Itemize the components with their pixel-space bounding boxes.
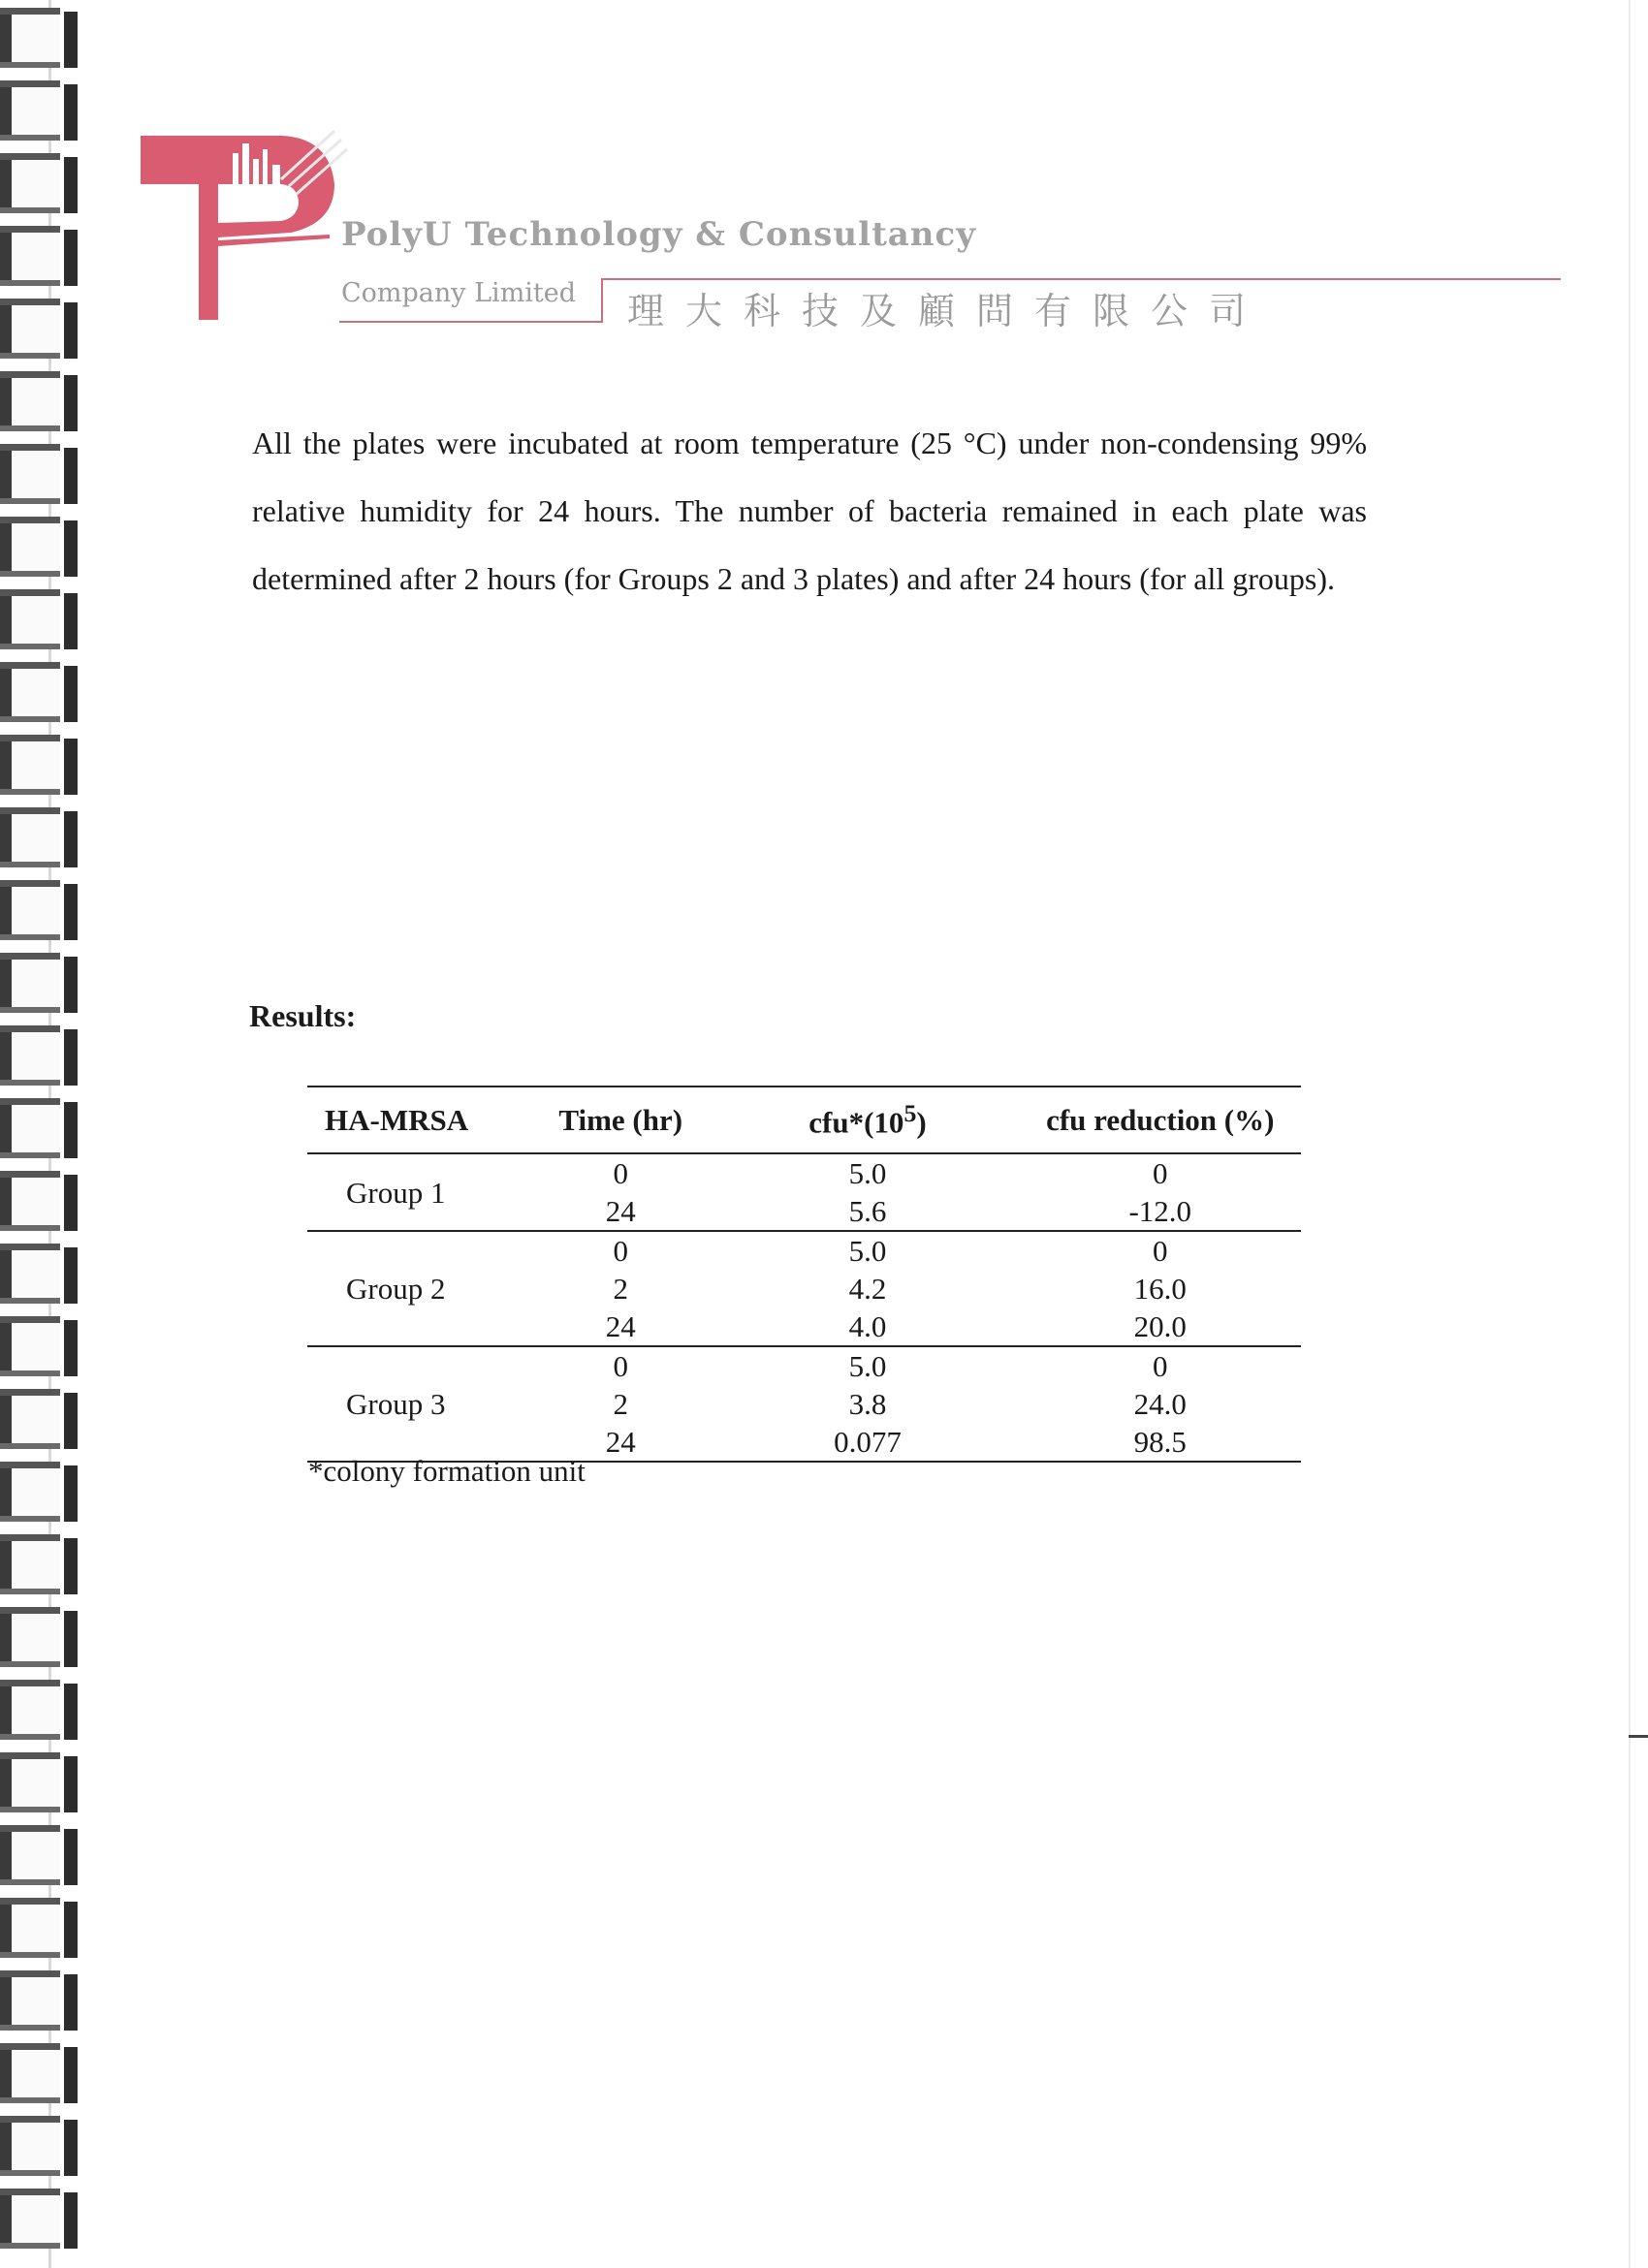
time-cell: 0 xyxy=(613,1349,628,1383)
binding-coil-part xyxy=(0,1734,60,1740)
binding-coil-part xyxy=(64,739,78,795)
binding-coil-part xyxy=(0,1952,60,1958)
results-heading: Results: xyxy=(249,998,357,1033)
binding-coil-part xyxy=(0,517,12,577)
binding-coil-part xyxy=(12,160,60,207)
binding-coil-part xyxy=(0,1244,60,1250)
binding-coil-part xyxy=(0,1171,60,1178)
time-cell: 2 xyxy=(613,1387,628,1421)
reduction-cell: 24.0 xyxy=(1133,1387,1187,1421)
binding-coil-part xyxy=(0,862,60,867)
binding-coil-part xyxy=(0,589,12,649)
page-edge-mark xyxy=(1629,1735,1648,1738)
binding-coil-part xyxy=(0,880,12,940)
binding-coil xyxy=(0,2108,87,2181)
binding-coil-part xyxy=(0,62,60,68)
page-edge-shadow xyxy=(1629,0,1631,2268)
binding-coil-part xyxy=(0,1025,12,1086)
group-label: Group 2 xyxy=(346,1272,446,1306)
binding-coil-part xyxy=(12,15,60,62)
binding-coil-part xyxy=(0,880,60,887)
intro-paragraph: All the plates were incubated at room temperature (25 °C) under non-condensing 99% relative humidity for 24 hours. The number of bacteria remained in each plate was determined after 2 hours (for Groups 2 and 3 plates) and after 24 hours (for all groups). xyxy=(252,425,1367,596)
binding-coil-part xyxy=(12,1977,60,2025)
binding-coil-part xyxy=(0,662,12,722)
binding-coil-part xyxy=(12,1541,60,1589)
binding-coil xyxy=(0,2181,87,2253)
binding-coil-part xyxy=(0,934,60,940)
binding-coil-part xyxy=(12,887,60,934)
binding-coil-part xyxy=(0,299,12,359)
binding-coil-part xyxy=(0,2243,60,2249)
table-row xyxy=(307,1346,1301,1385)
binding-coil-part xyxy=(0,1898,60,1905)
header-underline-left xyxy=(339,321,601,323)
binding-coil-part xyxy=(0,80,12,141)
binding-coil-part xyxy=(64,230,78,286)
binding-coil-part xyxy=(64,1829,78,1885)
binding-coil-part xyxy=(0,716,60,722)
binding-coil-part xyxy=(0,1607,12,1667)
binding-coil-part xyxy=(0,1680,12,1740)
binding-coil-part xyxy=(0,8,60,15)
binding-coil-part xyxy=(64,1320,78,1376)
binding-coil-part xyxy=(12,669,60,716)
binding-coil-part xyxy=(0,1825,12,1885)
binding-coil-part xyxy=(0,425,60,431)
binding-coil-part xyxy=(0,807,12,867)
binding-coil xyxy=(0,1672,87,1745)
binding-coil xyxy=(0,1454,87,1527)
binding-coil-part xyxy=(0,589,60,596)
header-cfu-prefix: cfu*(10 xyxy=(808,1105,904,1140)
binding-coil-part xyxy=(0,1607,60,1614)
binding-coil xyxy=(0,0,87,73)
binding-coil-part xyxy=(64,12,78,68)
binding-coil-part xyxy=(64,1175,78,1231)
binding-coil-part xyxy=(0,1534,60,1541)
binding-coil-part xyxy=(64,1974,78,2031)
binding-coil-part xyxy=(0,2043,60,2050)
results-table xyxy=(307,1086,1301,1463)
binding-coil-part xyxy=(0,662,60,669)
binding-coil-part xyxy=(0,571,60,577)
header-row xyxy=(307,1087,1301,1153)
cfu-cell: 4.0 xyxy=(848,1309,887,1343)
cfu-cell: 5.0 xyxy=(848,1349,887,1383)
binding-coil-part xyxy=(0,226,12,286)
binding-coil-part xyxy=(0,135,60,141)
binding-coil-part xyxy=(64,811,78,867)
binding-coil-part xyxy=(0,1316,60,1323)
binding-coil xyxy=(0,1090,87,1163)
binding-coil xyxy=(0,73,87,145)
binding-coil-part xyxy=(64,157,78,213)
header-time: Time (hr) xyxy=(525,1087,715,1153)
time-cell: 2 xyxy=(613,1272,628,1306)
binding-coil-part xyxy=(0,1970,12,2031)
binding-coil-part xyxy=(64,1756,78,1812)
binding-coil xyxy=(0,363,87,436)
binding-coil xyxy=(0,2035,87,2108)
binding-coil-part xyxy=(0,1752,12,1812)
binding-coil-part xyxy=(0,444,60,451)
cfu-cell: 5.0 xyxy=(848,1234,887,1268)
binding-coil-part xyxy=(12,1905,60,1952)
binding-coil-part xyxy=(0,735,12,795)
binding-coil xyxy=(0,1527,87,1599)
binding-coil-part xyxy=(0,789,60,795)
cfu-cell: 0.077 xyxy=(834,1425,902,1459)
binding-coil-part xyxy=(12,2050,60,2097)
header-cfu xyxy=(715,1087,1019,1153)
binding-coil-part xyxy=(0,1898,12,1958)
binding-coil-part xyxy=(0,1443,60,1449)
binding-coil-part xyxy=(0,1516,60,1522)
binding-coil xyxy=(0,1599,87,1672)
binding-coil-part xyxy=(0,1171,12,1231)
binding-coil xyxy=(0,945,87,1018)
binding-coil-part xyxy=(0,2189,12,2249)
binding-coil-part xyxy=(12,305,60,353)
binding-coil-part xyxy=(0,2097,60,2103)
binding-coil-part xyxy=(0,1025,60,1032)
header-group: HA-MRSA xyxy=(307,1087,525,1153)
binding-coil xyxy=(0,1890,87,1963)
binding-coil-part xyxy=(0,353,60,359)
binding-coil xyxy=(0,1817,87,1890)
binding-coil-part xyxy=(0,1298,60,1304)
binding-coil-part xyxy=(0,1316,12,1376)
binding-coil-part xyxy=(0,299,60,305)
binding-coil-part xyxy=(0,2116,12,2176)
binding-coil-part xyxy=(12,378,60,425)
company-chinese-name: 理大科技及顧問有限公司 xyxy=(627,290,1268,332)
binding-coil-part xyxy=(0,1752,60,1759)
binding-coil xyxy=(0,436,87,509)
binding-coil-part xyxy=(64,1538,78,1594)
binding-coil xyxy=(0,218,87,291)
binding-coil-part xyxy=(12,814,60,862)
binding-coil xyxy=(0,582,87,654)
reduction-cell: 16.0 xyxy=(1133,1272,1187,1306)
binding-coil-part xyxy=(12,451,60,498)
binding-coil-part xyxy=(64,84,78,141)
binding-coil-part xyxy=(0,226,60,233)
binding-coil-part xyxy=(64,2192,78,2249)
binding-coil-part xyxy=(12,1614,60,1661)
binding-coil-part xyxy=(0,498,60,504)
reduction-cell: 0 xyxy=(1153,1234,1168,1268)
binding-coil-part xyxy=(64,1684,78,1740)
binding-coil-part xyxy=(0,280,60,286)
binding-coil-part xyxy=(0,207,60,213)
binding-coil-part xyxy=(12,741,60,789)
reduction-cell: 98.5 xyxy=(1133,1425,1187,1459)
binding-coil-part xyxy=(0,80,60,87)
binding-coil-part xyxy=(64,1611,78,1667)
binding-coil xyxy=(0,1163,87,1236)
binding-coil-part xyxy=(64,884,78,940)
spiral-binding xyxy=(0,0,92,2268)
table-row xyxy=(307,1153,1301,1192)
binding-coil-part xyxy=(0,1098,12,1158)
time-cell: 24 xyxy=(605,1194,636,1228)
binding-coil-part xyxy=(0,1879,60,1885)
results-table-header xyxy=(307,1087,1301,1153)
binding-coil-part xyxy=(0,2116,60,2123)
binding-coil-part xyxy=(12,1178,60,1225)
binding-coil-part xyxy=(64,375,78,431)
binding-coil-part xyxy=(0,371,60,378)
reduction-cell: -12.0 xyxy=(1128,1194,1192,1228)
binding-coil-part xyxy=(12,2195,60,2243)
reduction-cell: 0 xyxy=(1153,1156,1168,1190)
company-limited: Company Limited xyxy=(341,278,577,308)
group-label: Group 3 xyxy=(346,1387,446,1421)
binding-coil-part xyxy=(0,1389,60,1396)
binding-coil xyxy=(0,1308,87,1381)
binding-coil xyxy=(0,1745,87,1817)
binding-coil-part xyxy=(0,1098,60,1105)
binding-coil-part xyxy=(0,1225,60,1231)
binding-coil-part xyxy=(0,1680,60,1686)
binding-coil-part xyxy=(64,666,78,722)
binding-coil-part xyxy=(0,2189,60,2195)
header-cfu-exponent: 5 xyxy=(903,1099,917,1128)
binding-coil-part xyxy=(0,1589,60,1594)
binding-coil-part xyxy=(12,1832,60,1879)
binding-coil-part xyxy=(12,1032,60,1080)
binding-coil-part xyxy=(0,953,60,960)
time-cell: 0 xyxy=(613,1156,628,1190)
binding-coil xyxy=(0,1381,87,1454)
binding-coil-part xyxy=(0,517,60,523)
binding-coil-part xyxy=(0,1370,60,1376)
binding-coil-part xyxy=(64,1102,78,1158)
binding-coil-part xyxy=(64,1029,78,1086)
binding-coil-part xyxy=(0,1825,60,1832)
binding-coil-part xyxy=(12,1250,60,1298)
binding-coil-part xyxy=(12,596,60,644)
binding-coil-part xyxy=(0,807,60,814)
binding-coil xyxy=(0,727,87,800)
binding-coil-part xyxy=(0,2043,12,2103)
binding-coil-part xyxy=(64,1393,78,1449)
group-2-body xyxy=(307,1231,1301,1346)
binding-coil-part xyxy=(64,593,78,649)
header-reduction: cfu reduction (%) xyxy=(1020,1087,1301,1153)
binding-coil-part xyxy=(0,2170,60,2176)
header-divider xyxy=(601,278,603,323)
cfu-cell: 5.0 xyxy=(848,1156,887,1190)
time-cell: 0 xyxy=(613,1234,628,1268)
binding-coil-part xyxy=(12,1686,60,1734)
binding-coil-part xyxy=(64,1247,78,1304)
binding-coil xyxy=(0,800,87,872)
binding-coil-part xyxy=(12,1468,60,1516)
binding-coil-part xyxy=(0,1244,12,1304)
binding-coil-part xyxy=(0,1389,12,1449)
binding-coil-part xyxy=(12,233,60,280)
binding-coil-part xyxy=(0,1970,60,1977)
binding-coil-part xyxy=(12,960,60,1007)
binding-coil-part xyxy=(12,87,60,135)
cfu-cell: 4.2 xyxy=(848,1272,887,1306)
binding-coil xyxy=(0,1236,87,1308)
binding-coil-part xyxy=(0,644,60,649)
company-name: PolyU Technology & Consultancy xyxy=(341,215,976,254)
binding-coil-part xyxy=(64,520,78,577)
binding-coil xyxy=(0,291,87,363)
binding-coil-part xyxy=(12,1105,60,1152)
binding-coil xyxy=(0,1018,87,1090)
binding-coil-part xyxy=(64,302,78,359)
binding-coil-part xyxy=(0,953,12,1013)
binding-coil-part xyxy=(12,523,60,571)
header-cfu-suffix: ) xyxy=(916,1105,927,1140)
binding-coil-part xyxy=(0,1462,60,1468)
binding-coil-part xyxy=(12,1759,60,1807)
group-1-body xyxy=(307,1153,1301,1231)
reduction-cell: 0 xyxy=(1153,1349,1168,1383)
time-cell: 24 xyxy=(605,1309,636,1343)
binding-coil-part xyxy=(12,1323,60,1370)
binding-coil xyxy=(0,1963,87,2035)
binding-coil-part xyxy=(0,1534,12,1594)
group-label: Group 1 xyxy=(346,1175,446,1210)
binding-coil-part xyxy=(0,8,12,68)
binding-coil-part xyxy=(64,1465,78,1522)
table-row xyxy=(307,1231,1301,1270)
binding-coil-part xyxy=(0,2025,60,2031)
binding-coil-part xyxy=(64,2047,78,2103)
group-3-body xyxy=(307,1346,1301,1462)
binding-coil-part xyxy=(0,1462,12,1522)
binding-coil xyxy=(0,145,87,218)
table-footnote: *colony formation unit xyxy=(308,1454,586,1488)
binding-coil xyxy=(0,872,87,945)
binding-coil-part xyxy=(12,2123,60,2170)
binding-coil-part xyxy=(0,153,60,160)
binding-coil-part xyxy=(0,1080,60,1086)
binding-coil-part xyxy=(0,1661,60,1667)
binding-coil-part xyxy=(12,1396,60,1443)
cfu-cell: 5.6 xyxy=(848,1194,887,1228)
header-rule xyxy=(601,278,1561,280)
binding-coil-part xyxy=(0,444,12,504)
binding-coil-part xyxy=(0,1152,60,1158)
binding-coil xyxy=(0,654,87,727)
binding-coil-part xyxy=(0,371,12,431)
binding-coil-part xyxy=(64,448,78,504)
time-cell: 24 xyxy=(605,1425,636,1459)
reduction-cell: 20.0 xyxy=(1133,1309,1187,1343)
binding-coil-part xyxy=(64,2120,78,2176)
binding-coil-part xyxy=(0,1807,60,1812)
binding-coil-part xyxy=(64,957,78,1013)
company-logo xyxy=(136,126,349,330)
binding-coil xyxy=(0,509,87,582)
binding-coil-part xyxy=(0,153,12,213)
binding-coil-part xyxy=(0,735,60,741)
binding-coil-part xyxy=(64,1902,78,1958)
binding-coil-part xyxy=(0,1007,60,1013)
cfu-cell: 3.8 xyxy=(848,1387,887,1421)
